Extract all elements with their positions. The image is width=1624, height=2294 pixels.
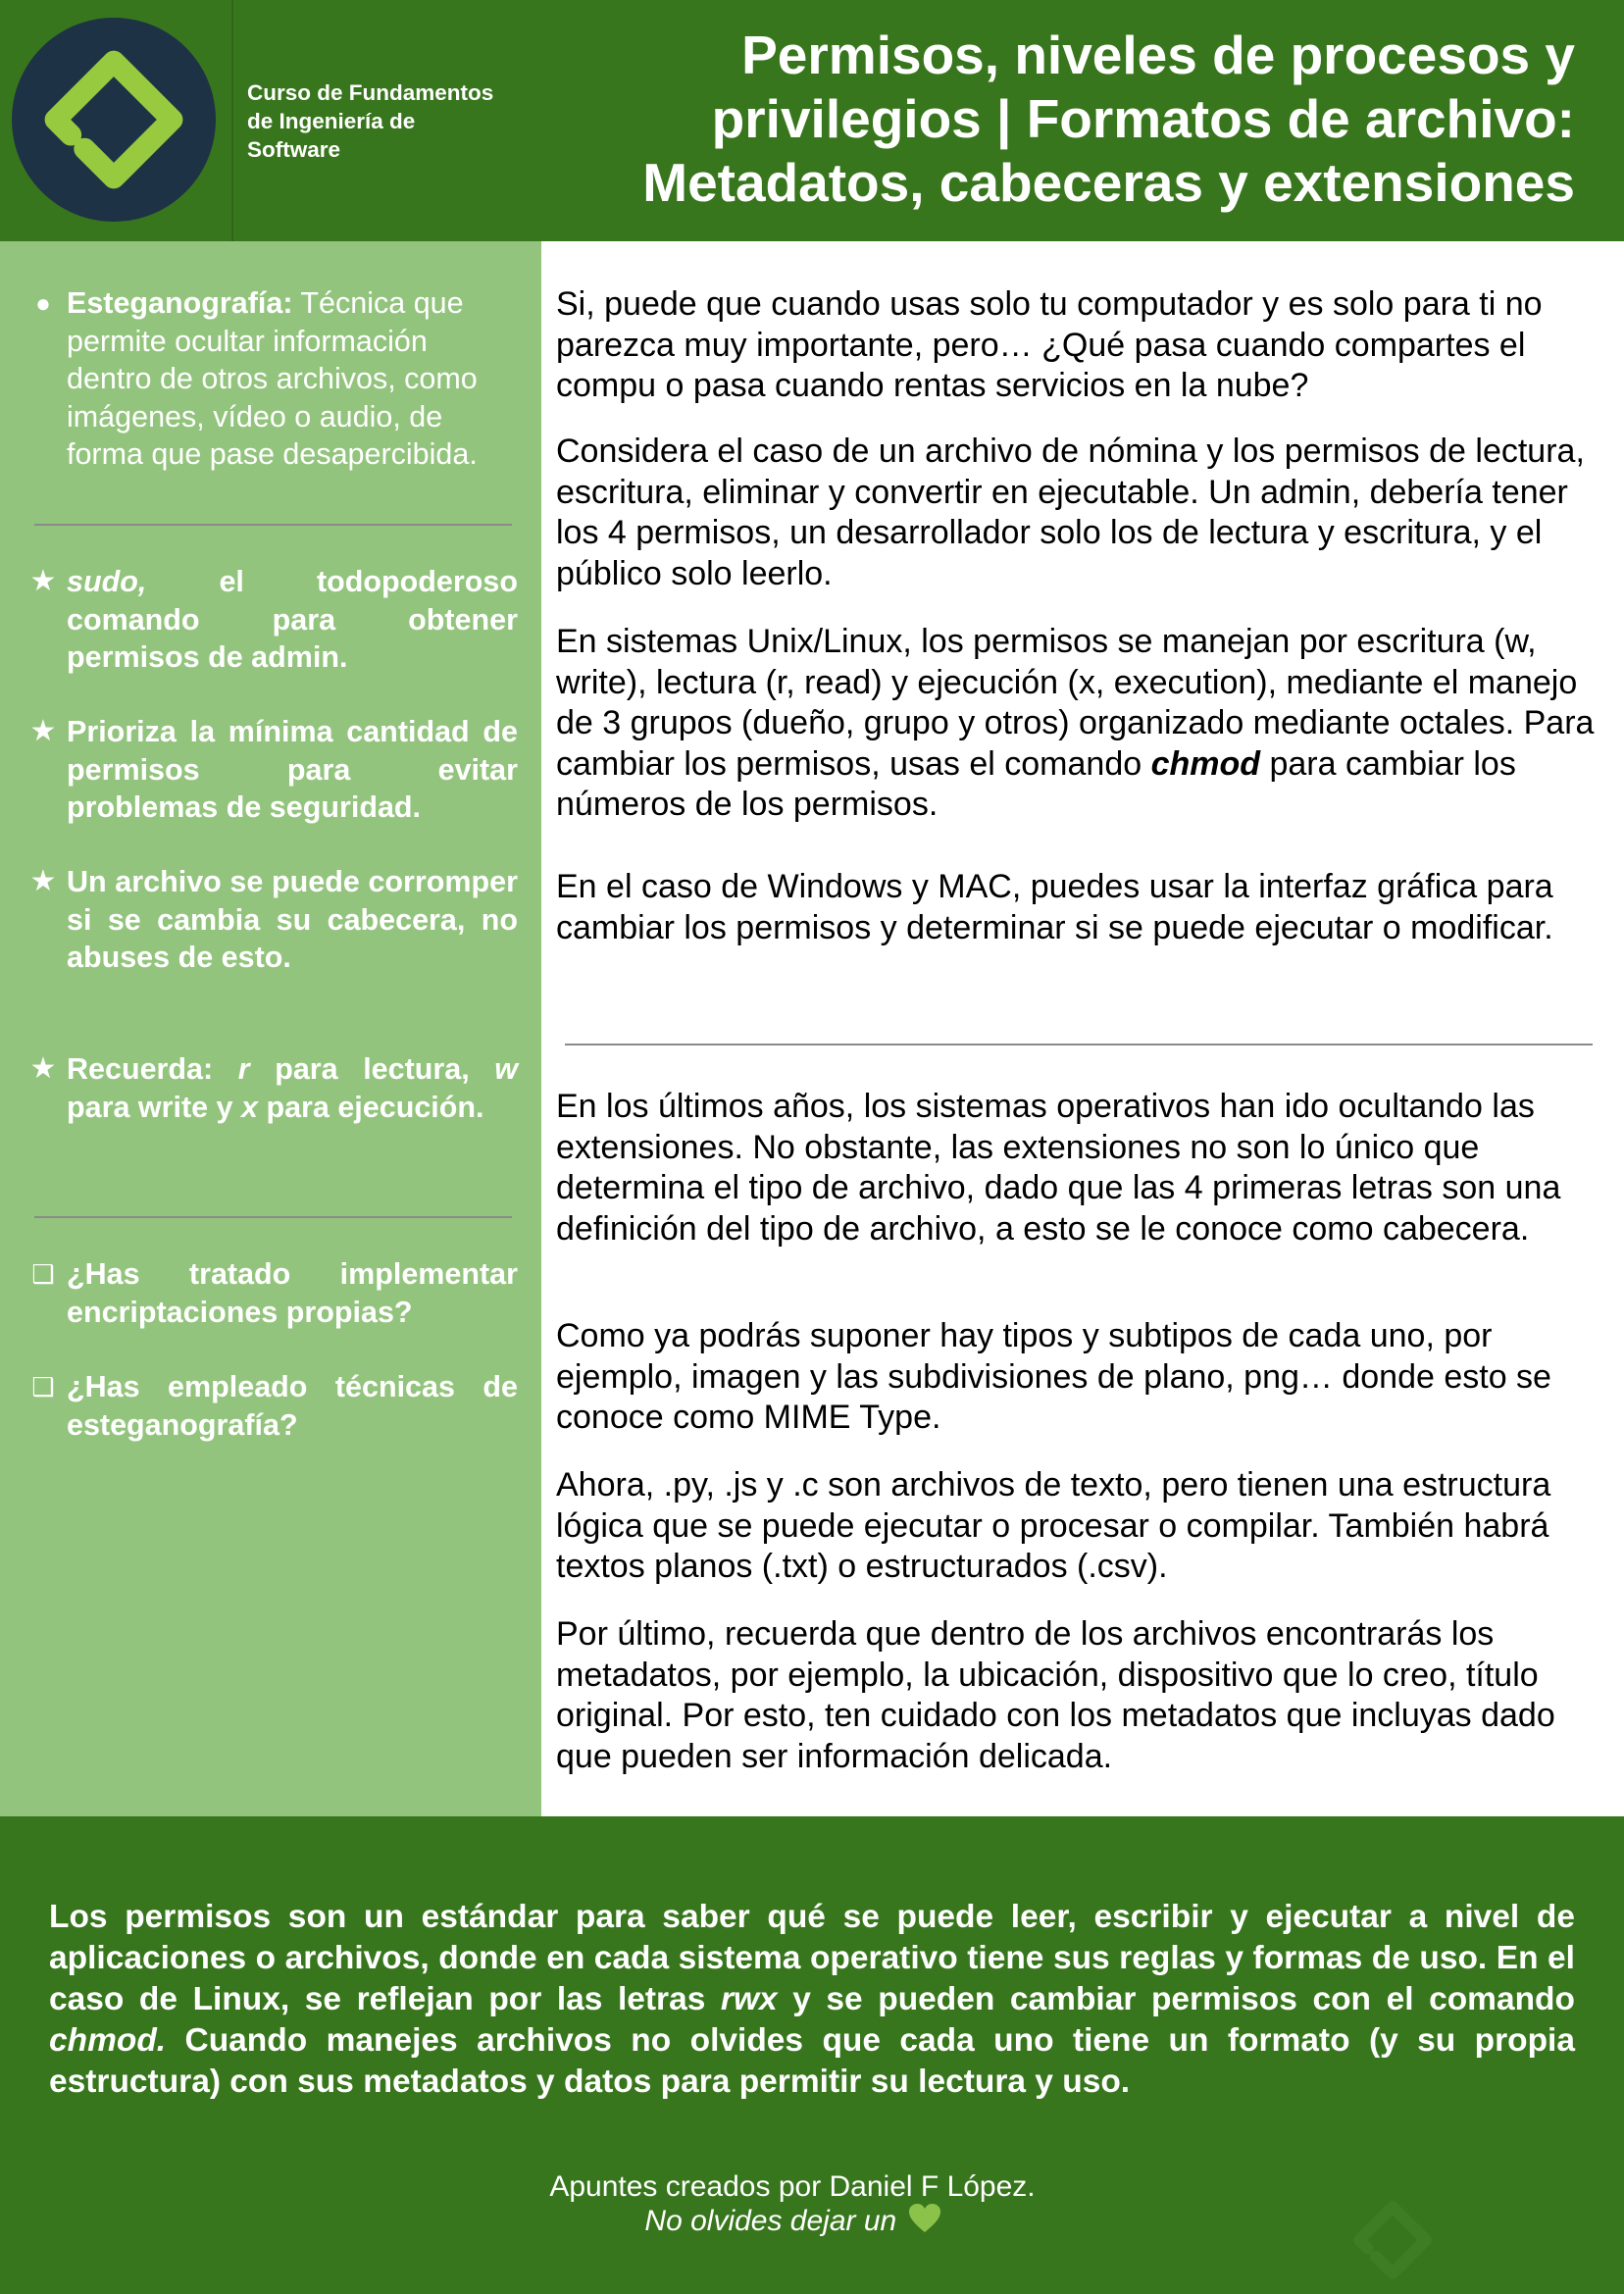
author-credit: Apuntes creados por Daniel F López. — [549, 2170, 1036, 2203]
paragraph: Considera el caso de un archivo de nómina y los permisos de lectura, escritura, eliminar y convertir en ejecutable. Un admin, debería tener los 4 permisos, un desarrollador solo los de lectura y escritura, y el público solo leerlo. — [556, 433, 1585, 592]
question-text: ¿Has tratado implementar encriptaciones propias? — [67, 1257, 518, 1329]
summary-text: Cuando manejes archivos no olvides que cada uno tiene un formato (y su propia estructura) con sus metadatos y datos para permitir su lectura y uso. — [49, 2022, 1575, 2100]
paragraph: Si, puede que cuando usas solo tu computador y es solo para ti no parezca muy importante, pero… ¿Qué pasa cuando compartes el compu o pasa cuando rentas servicios en la nube? — [556, 285, 1543, 404]
tip-item — [29, 1050, 519, 1126]
tip-text: para lectura, — [249, 1052, 495, 1086]
tip-text: Prioriza la mínima cantidad de permisos para evitar problemas de seguridad. — [67, 715, 518, 824]
title-line: privilegios | Formatos de archivo: — [711, 88, 1575, 149]
question-item — [31, 1368, 518, 1444]
course-title — [247, 78, 541, 164]
paragraph: Ahora, .py, .js y .c son archivos de texto, pero tienen una estructura lógica que se puede ejecutar o procesar o compilar. También habrá textos planos (.txt) o estructurados (.csv). — [556, 1466, 1551, 1585]
summary — [49, 1897, 1575, 2103]
title-line: Permisos, niveles de procesos y — [741, 25, 1575, 85]
summary-text: Los permisos son un estándar para saber qué se puede leer, escribir y ejecutar a nivel de aplicaciones o archivos, donde en cada sistema operativo tiene sus reglas y formas de uso. En el caso de Linux, se reflejan por las letras — [49, 1899, 1575, 2017]
course-title-line: de Ingeniería de — [247, 109, 416, 133]
tip-text: Un archivo se puede corromper si se cambia su cabecera, no abuses de esto. — [67, 865, 518, 974]
watermark-logo-icon — [1334, 2181, 1451, 2294]
page-title — [575, 24, 1575, 215]
tip-letter: r — [237, 1052, 250, 1086]
tip-text: el todopoderoso comando para obtener permisos de admin. — [67, 565, 518, 674]
logo-cell — [0, 0, 233, 241]
tip-text: para ejecución. — [257, 1090, 484, 1124]
star-icon: ★ — [29, 565, 57, 597]
paragraph — [556, 622, 1599, 826]
content-divider — [565, 1044, 1593, 1045]
sidebar-divider — [34, 524, 512, 526]
sidebar — [0, 241, 541, 1816]
title-line: Metadatos, cabeceras y extensiones — [642, 152, 1575, 213]
tip-letter: x — [241, 1090, 258, 1124]
definition-item — [35, 284, 518, 474]
summary-rwx: rwx — [720, 1981, 778, 2017]
tip-item — [29, 713, 518, 827]
question-text: ¿Has empleado técnicas de esteganografía? — [67, 1370, 518, 1442]
footer — [0, 1816, 1624, 2294]
course-title-line: Software — [247, 137, 341, 162]
definition-text: Técnica que permite ocultar información dentro de otros archivos, como imágenes, vídeo o audio, de forma que pase desapercibida. — [67, 286, 478, 471]
summary-chmod: chmod. — [49, 2022, 167, 2059]
tip-item — [29, 563, 518, 677]
green-heart-icon — [909, 2204, 940, 2241]
tip-text: para write y — [67, 1090, 241, 1124]
tip-item — [29, 863, 518, 977]
sidebar-divider — [34, 1216, 512, 1218]
checkbox-icon: ❑ — [31, 1259, 55, 1289]
summary-text: y se pueden cambiar permisos con el comando — [777, 1981, 1575, 2017]
star-icon: ★ — [29, 1052, 57, 1085]
star-icon: ★ — [29, 865, 57, 897]
paragraph-text: para cambiar los números de los permisos. — [556, 744, 1516, 823]
reminder-text: No olvides dejar un — [644, 2205, 897, 2237]
course-title-line: Curso de Fundamentos — [247, 80, 494, 105]
paragraph: En el caso de Windows y MAC, puedes usar la interfaz gráfica para cambiar los permisos y determinar si se puede ejecutar o modificar. — [556, 868, 1553, 946]
tip-text: Recuerda: — [67, 1052, 238, 1086]
definition-term: Esteganografía: — [67, 286, 293, 320]
bullet-dot-icon: ● — [35, 288, 51, 318]
checkbox-icon: ❑ — [31, 1372, 55, 1402]
chmod-command: chmod — [1150, 744, 1261, 783]
paragraph: Como ya podrás suponer hay tipos y subtipos de cada uno, por ejemplo, imagen y las subdivisiones de plano, png… donde esto se conoce como MIME Type. — [556, 1317, 1551, 1436]
header — [0, 0, 1624, 241]
question-item — [31, 1255, 518, 1331]
paragraph: Por último, recuerda que dentro de los archivos encontrarás los metadatos, por ejemplo, la ubicación, dispositivo que lo creo, título original. Por esto, ten cuidado con los metadatos que incluyas dado que pueden ser información delicada. — [556, 1615, 1555, 1775]
star-icon: ★ — [29, 715, 57, 747]
tip-command: sudo, — [67, 565, 147, 598]
platzi-logo-icon — [12, 18, 216, 222]
paragraph-text: En sistemas Unix/Linux, los permisos se manejan por escritura (w, write), lectura (r, read) y ejecución (x, execution), mediante el manejo de 3 grupos (dueño, grupo y otros) organizado mediante octales. Para cambiar los permisos, usas el comando — [556, 623, 1595, 783]
tip-letter: w — [494, 1052, 519, 1086]
paragraph: En los últimos años, los sistemas operativos han ido ocultando las extensiones. No obstante, las extensiones no son lo único que determina el tipo de archivo, dado que las 4 primeras letras son una definición del tipo de archivo, a esto se le conoce como cabecera. — [556, 1088, 1561, 1248]
